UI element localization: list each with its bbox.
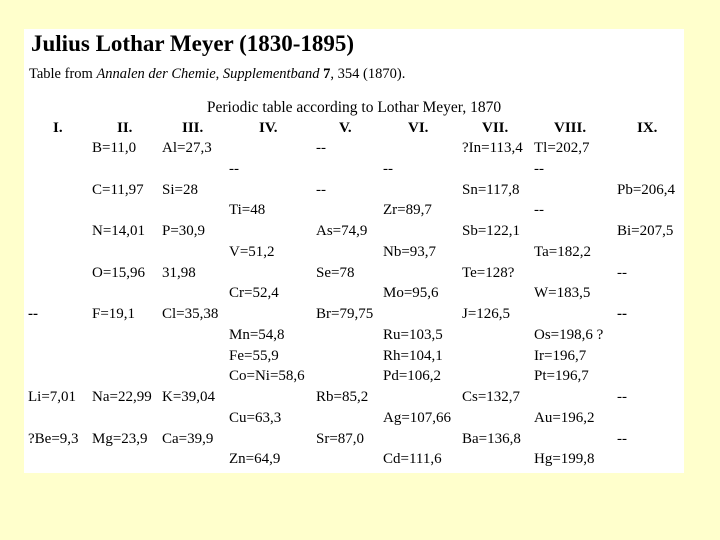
table-cell: Ti=48 <box>229 202 266 219</box>
table-cell: O=15,96 <box>92 264 146 281</box>
table-cell: Pd=106,2 <box>383 368 442 385</box>
table-cell: Pt=196,7 <box>534 368 589 385</box>
table-cell: -- <box>316 181 326 198</box>
column-header: IV. <box>259 120 278 136</box>
table-cell: Ca=39,9 <box>162 430 214 447</box>
table-title: Periodic table according to Lothar Meyer, 1870 <box>206 99 502 116</box>
column-header: I. <box>53 120 63 136</box>
table-cell: Os=198,6 ? <box>534 326 604 343</box>
table-cell: Cr=52,4 <box>229 285 279 302</box>
source-suffix: , 354 (1870). <box>330 66 406 82</box>
table-cell: Sn=117,8 <box>462 181 520 198</box>
table-cell: Nb=93,7 <box>383 243 437 260</box>
table-cell: ?Be=9,3 <box>28 430 79 447</box>
table-cell: Se=78 <box>316 264 355 281</box>
source-prefix: Table from <box>29 66 97 82</box>
table-cell: F=19,1 <box>92 306 136 322</box>
table-cell: Ba=136,8 <box>462 430 521 447</box>
table-cell: V=51,2 <box>229 243 275 260</box>
table-cell: -- <box>617 389 627 405</box>
table-cell: -- <box>534 202 544 219</box>
table-cell: -- <box>534 160 544 177</box>
table-cell: Mg=23,9 <box>92 430 148 447</box>
table-cell: Rb=85,2 <box>316 389 369 405</box>
table-cell: -- <box>229 160 239 177</box>
table-cell: -- <box>28 306 38 322</box>
column-header: VI. <box>408 120 429 136</box>
source-citation <box>29 66 405 83</box>
table-cell: N=14,01 <box>92 223 146 239</box>
column-header: III. <box>182 120 204 136</box>
table-cell: -- <box>316 140 326 156</box>
table-cell: Cl=35,38 <box>162 306 219 322</box>
table-cell: Br=79,75 <box>316 306 374 322</box>
table-cell: C=11,97 <box>92 181 144 198</box>
table-cell: Te=128? <box>462 264 515 281</box>
table-cell: Cd=111,6 <box>383 451 442 468</box>
table-cell: K=39,04 <box>162 389 216 405</box>
table-cell: P=30,9 <box>162 223 206 239</box>
table-cell: Ta=182,2 <box>534 243 591 260</box>
table-cell: Hg=199,8 <box>534 451 595 468</box>
source-journal: Annalen der Chemie <box>96 66 216 82</box>
document-page <box>24 29 684 473</box>
column-header: VII. <box>482 120 509 136</box>
table-cell: Sr=87,0 <box>316 430 365 447</box>
column-header: V. <box>339 120 352 136</box>
table-cell: -- <box>617 430 627 447</box>
page-title: Julius Lothar Meyer (1830-1895) <box>31 31 355 56</box>
table-cell: W=183,5 <box>534 285 591 302</box>
table-cell: Li=7,01 <box>28 389 77 405</box>
table-cell: Tl=202,7 <box>534 140 590 156</box>
table-cell: -- <box>383 160 393 177</box>
table-cell: Al=27,3 <box>162 140 212 156</box>
table-cell: Sb=122,1 <box>462 223 521 239</box>
table-cell: Co=Ni=58,6 <box>229 368 305 385</box>
source-volume: 7 <box>323 66 331 82</box>
table-cell: -- <box>617 264 627 281</box>
table-cell: -- <box>617 306 627 322</box>
table-cell: 31,98 <box>162 264 196 281</box>
table-cell: Cu=63,3 <box>229 409 282 426</box>
table-cell: Au=196,2 <box>534 409 595 426</box>
table-cell: Si=28 <box>162 181 198 198</box>
table-cell: As=74,9 <box>316 223 368 239</box>
table-cell: J=126,5 <box>462 306 511 322</box>
table-cell: Bi=207,5 <box>617 223 674 239</box>
column-header: IX. <box>637 120 658 136</box>
table-cell: Zr=89,7 <box>383 202 432 219</box>
source-separator: , <box>215 66 223 82</box>
table-cell: Na=22,99 <box>92 389 152 405</box>
column-header: VIII. <box>554 120 587 136</box>
table-cell: Zn=64,9 <box>229 451 281 468</box>
table-cell: ?In=113,4 <box>462 140 523 156</box>
table-cell: Rh=104,1 <box>383 347 443 364</box>
table-cell: Fe=55,9 <box>229 347 279 364</box>
table-cell: Ag=107,66 <box>383 409 452 426</box>
table-cell: Mo=95,6 <box>383 285 439 302</box>
table-cell: Cs=132,7 <box>462 389 521 405</box>
table-cell: Pb=206,4 <box>617 181 676 198</box>
column-header: II. <box>117 120 133 136</box>
table-cell: Mn=54,8 <box>229 326 285 343</box>
table-cell: B=11,0 <box>92 140 137 156</box>
table-cell: Ir=196,7 <box>534 347 587 364</box>
table-cell: Ru=103,5 <box>383 326 443 343</box>
source-supplement: Supplementband <box>222 66 320 82</box>
